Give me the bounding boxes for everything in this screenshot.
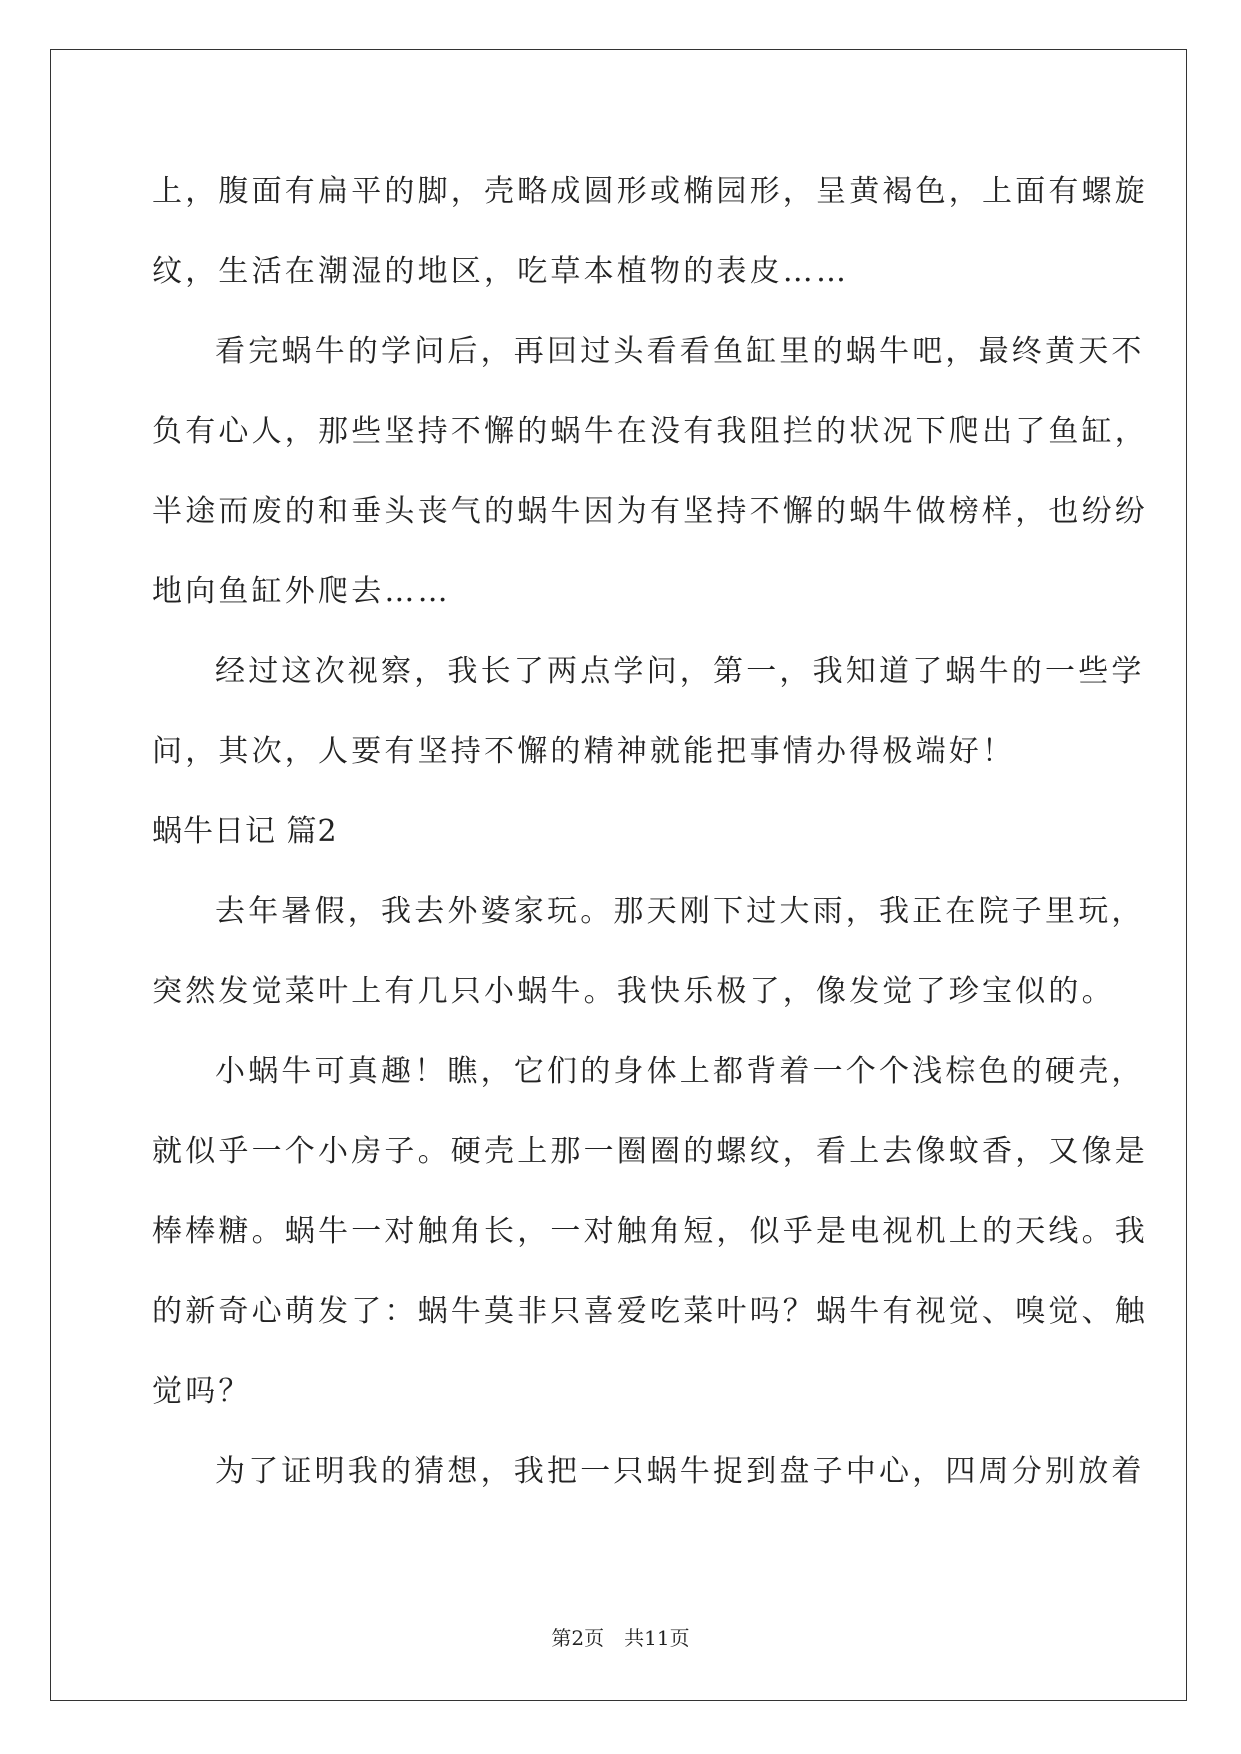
page-number: 第2页 共11页 xyxy=(551,1626,690,1650)
text-line: 半途而废的和垂头丧气的蜗牛因为有坚持不懈的蜗牛做榜样，也纷纷 xyxy=(152,494,1148,529)
text-line: 棒棒糖。蜗牛一对触角长，一对触角短，似乎是电视机上的天线。我 xyxy=(152,1214,1148,1249)
text-line: 负有心人，那些坚持不懈的蜗牛在没有我阻拦的状况下爬出了鱼缸， xyxy=(152,414,1148,449)
text-line: 为了证明我的猜想，我把一只蜗牛捉到盘子中心，四周分别放着 xyxy=(215,1454,1145,1489)
text-line: 觉吗？ xyxy=(152,1374,252,1409)
text-line: 地向鱼缸外爬去…… xyxy=(152,574,451,609)
text-line: 问，其次，人要有坚持不懈的精神就能把事情办得极端好！ xyxy=(152,734,1016,769)
text-line: 纹，生活在潮湿的地区，吃草本植物的表皮…… xyxy=(152,254,850,289)
text-line: 经过这次视察，我长了两点学问，第一，我知道了蜗牛的一些学 xyxy=(215,654,1145,689)
text-line: 突然发觉菜叶上有几只小蜗牛。我快乐极了，像发觉了珍宝似的。 xyxy=(152,974,1115,1009)
section-heading: 蜗牛日记 篇2 xyxy=(152,814,338,849)
text-line: 的新奇心萌发了：蜗牛莫非只喜爱吃菜叶吗？蜗牛有视觉、嗅觉、触 xyxy=(152,1294,1148,1329)
text-line: 去年暑假，我去外婆家玩。那天刚下过大雨，我正在院子里玩， xyxy=(215,894,1145,929)
text-line: 上，腹面有扁平的脚，壳略成圆形或椭园形，呈黄褐色，上面有螺旋 xyxy=(152,174,1148,209)
text-line: 看完蜗牛的学问后，再回过头看看鱼缸里的蜗牛吧，最终黄天不 xyxy=(215,334,1145,369)
text-line: 就似乎一个小房子。硬壳上那一圈圈的螺纹，看上去像蚊香，又像是 xyxy=(152,1134,1148,1169)
text-line: 小蜗牛可真趣！瞧，它们的身体上都背着一个个浅棕色的硬壳， xyxy=(215,1054,1145,1089)
